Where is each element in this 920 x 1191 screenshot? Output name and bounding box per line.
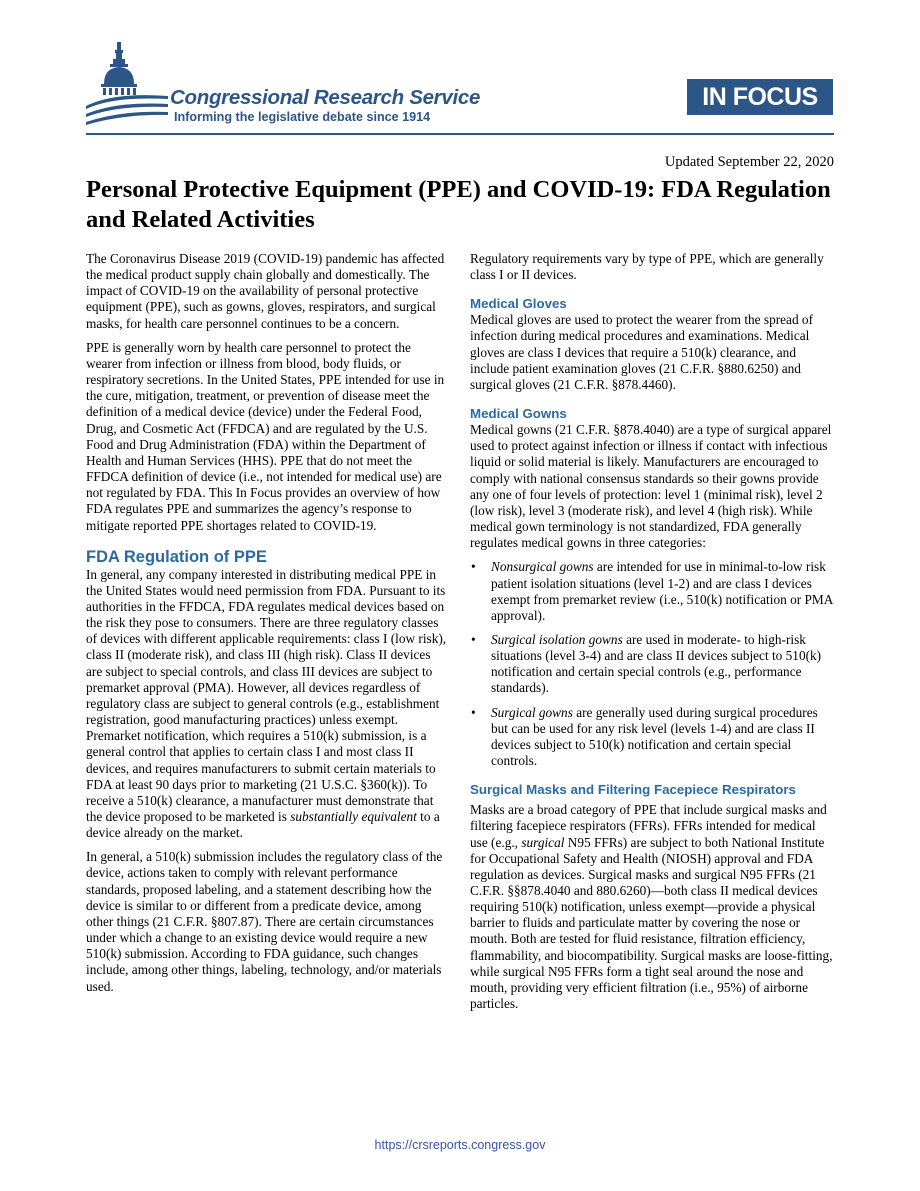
section-heading-fda-regulation: FDA Regulation of PPE bbox=[86, 547, 267, 566]
requirements-paragraph: Regulatory requirements vary by type of PPE, which are generally class I or II devices. bbox=[470, 251, 824, 283]
masks-text-end: N95 FFRs) are subject to both National Institute for Occupational Safety and Health (NIOSH) approval and FDA regulation as devices. Surgical masks and surgical N95 FFRs (21 C.F.R. §§878.4040 and 880.6260)—both class II medical devices requiring 510(k) notification, unless exempt—provide a physical barrier to fluids and particulate matter by covering the nose or mouth. Both are tested for fluid resistance, filtration efficiency, flammability, and biocompatibility. Surgical masks are loose-fitting, while surgical N95 FFRs form a tight seal around the nose and mouth, providing very efficient filtration (i.e., 95%) of airborne particles. bbox=[470, 834, 833, 1012]
brand-tagline: Informing the legislative debate since 1914 bbox=[174, 110, 431, 124]
gown-categories-list bbox=[470, 559, 834, 769]
gowns-paragraph: Medical gowns (21 C.F.R. §878.4040) are a type of surgical apparel used to protect against infection or illness if contact with infectious liquid or solid material is likely. Manufacturers are encouraged to comply with national consensus standards so their gowns provide any one of four levels of protection: level 1 (minimal risk), level 2 (low risk), level 3 (moderate risk), and level 4 (high risk). While medical gown terminology is not standardized, FDA generally regulates medical gowns in three categories: bbox=[470, 422, 832, 551]
list-item-text: are intended for use in minimal-to-low risk patient isolation situations (level 1-2) and are class I devices exempt from premarket review (i.e., 510(k) notification or PMA approval). bbox=[491, 559, 833, 623]
emphasis-text: surgical bbox=[521, 834, 565, 850]
list-item-term: Surgical isolation gowns bbox=[491, 631, 623, 647]
list-item bbox=[470, 632, 834, 697]
regulation-paragraph bbox=[86, 567, 450, 842]
bullet-glyph: • bbox=[471, 631, 476, 647]
capitol-dome-icon bbox=[84, 40, 170, 132]
masks-text: Masks are a broad category of PPE that include surgical masks and filtering facepiece respirators (FFRs). FFRs intended for medical use (e.g., bbox=[470, 802, 827, 850]
gloves-paragraph: Medical gloves are used to protect the wearer from the spread of infection during medical procedures and examinations. Medical gloves are class I devices that require a 510(k) clearance, and include patient examination gloves (21 C.F.R. §880.6250) and surgical gloves (21 C.F.R. §878.4460). bbox=[470, 312, 813, 392]
document-title: Personal Protective Equipment (PPE) and COVID-19: FDA Regulation and Related Activities bbox=[86, 176, 831, 233]
intro-paragraph: The Coronavirus Disease 2019 (COVID-19) pandemic has affected the medical product supply chain globally and domestically. The impact of COVID-19 on the availability of personal protective equipment (PPE), such as gowns, gloves, respirators, and surgical masks, for health care personnel continues to be a concern. bbox=[86, 251, 445, 331]
regulation-text-end: to a device already on the market. bbox=[86, 809, 440, 841]
bullet-glyph: • bbox=[471, 559, 476, 575]
section-heading-masks-respirators: Surgical Masks and Filtering Facepiece Respirators bbox=[470, 782, 796, 798]
section-heading-medical-gowns: Medical Gowns bbox=[470, 406, 567, 422]
in-focus-badge: IN FOCUS bbox=[687, 79, 833, 115]
updated-date: Updated September 22, 2020 bbox=[664, 154, 834, 170]
list-item-term: Surgical gowns bbox=[491, 704, 573, 720]
left-column bbox=[86, 251, 450, 1003]
right-column bbox=[470, 251, 834, 1020]
bullet-glyph: • bbox=[471, 704, 476, 720]
list-item-term: Nonsurgical gowns bbox=[491, 559, 594, 575]
list-item bbox=[470, 559, 834, 624]
masks-paragraph bbox=[470, 802, 834, 1012]
submission-paragraph: In general, a 510(k) submission includes the regulatory class of the device, actions taken to comply with relevant performance standards, proposed labeling, and a statement describing how the device is similar to or different from a predicate device, among other things (21 C.F.R. §807.87). There are certain circumstances under which a change to an existing device would require a new 510(k) submission. According to FDA guidance, such changes include, among other things, labeling, technology, and/or materials used. bbox=[86, 849, 443, 994]
list-item bbox=[470, 705, 834, 770]
section-heading-medical-gloves: Medical Gloves bbox=[470, 296, 567, 312]
brand-name: Congressional Research Service bbox=[170, 86, 481, 109]
header-divider bbox=[86, 133, 834, 135]
emphasis-text: substantially equivalent bbox=[290, 809, 417, 824]
list-item-text: are used in moderate- to high-risk situations (level 3-4) and are class II devices subject to 510(k) notification and certain special controls (e.g., performance standards). bbox=[491, 631, 822, 696]
footer-url-link[interactable]: https://crsreports.congress.gov bbox=[374, 1138, 546, 1152]
regulation-text: In general, any company interested in distributing medical PPE in the United States would need permission from FDA. Pursuant to its authorities in the FFDCA, FDA regulates medical devices based on the risk they pose to consumers. There are three regulatory classes of devices with different applicable requirements: class I (low risk), class II (moderate risk), and class III (high risk). Class II devices are subject to special controls, and class III devices are subject to premarket approval (PMA). However, all devices regardless of regulatory class are subject to general controls (e.g., establishment registration, good manufacturing practices) unless exempt. Premarket notification, which requires a 510(k) submission, is a general control that applies to certain class I and most class II devices, and requires manufacturers to submit certain materials to FDA at least 90 days prior to marketing (21 U.S.C. §360(k)). To receive a 510(k) clearance, a manufacturer must demonstrate that the device proposed to be marketed is bbox=[86, 566, 447, 824]
ppe-definition-paragraph: PPE is generally worn by health care personnel to protect the wearer from infection or illness from blood, body fluids, or respiratory secretions. In the United States, PPE intended for use in the cure, mitigation, treatment, or prevention of disease meet the definition of a medical device (device) under the Federal Food, Drug, and Cosmetic Act (FFDCA) and are regulated by the U.S. Food and Drug Administration (FDA) within the Department of Health and Human Services (HHS). PPE that do not meet the FFDCA definition of device (i.e., not intended for medical use) are not regulated by FDA. This In Focus provides an overview of how FDA regulates PPE and summarizes the agency’s response to mitigate reported PPE shortages related to COVID-19. bbox=[86, 339, 445, 533]
list-item-text: are generally used during surgical procedures but can be used for any risk level (levels 1-4) and are class II devices subject to 510(k) notification and certain special controls. bbox=[491, 704, 818, 769]
